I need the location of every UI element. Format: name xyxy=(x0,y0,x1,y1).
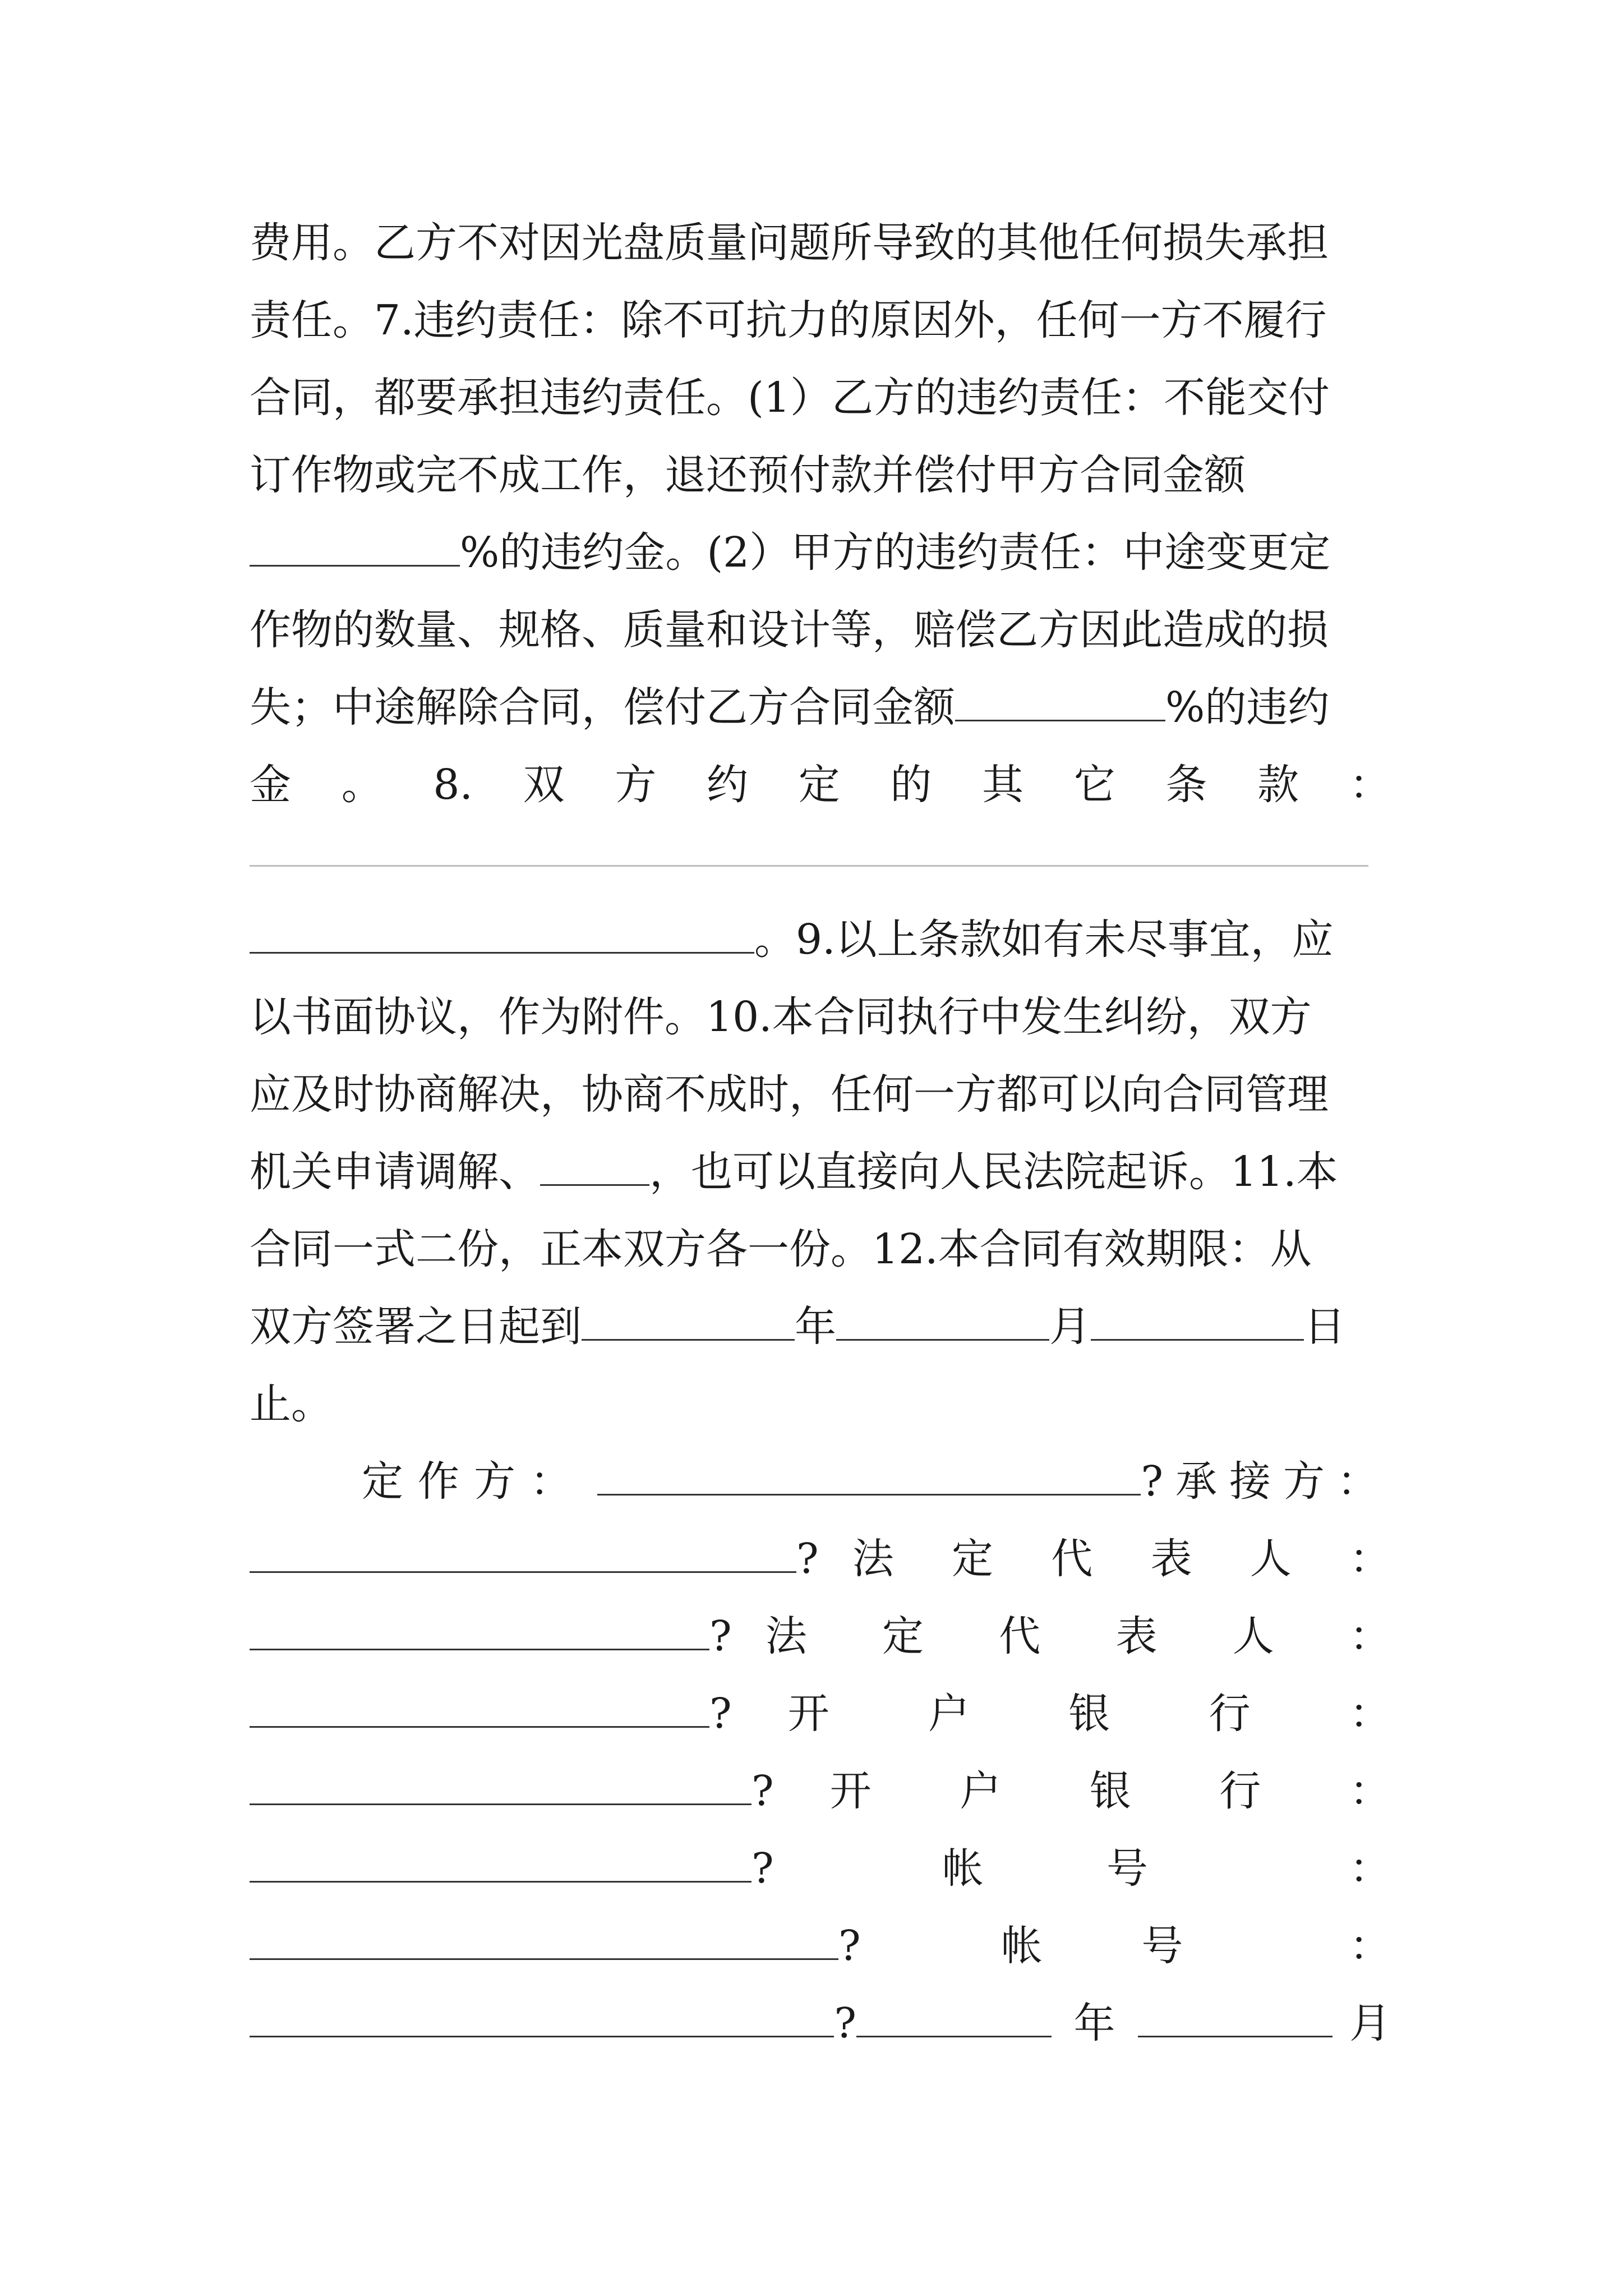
char: 号 xyxy=(1141,1922,1183,1970)
char: ： xyxy=(1349,1922,1391,1970)
word: 条 xyxy=(1165,761,1207,809)
question-mark: ? xyxy=(709,1690,732,1738)
char: 户 xyxy=(928,1690,970,1738)
char: 开 xyxy=(787,1690,829,1738)
char: 表 xyxy=(1150,1535,1192,1583)
line-text: 机关申请调解、 xyxy=(250,1148,540,1196)
char: 代 xyxy=(1051,1535,1093,1583)
char: 法 xyxy=(765,1612,807,1660)
question-mark: ? xyxy=(834,1999,857,2047)
line-text: 合同，都要承担违约责任。(1）乙方的违约责任：不能交付 xyxy=(250,374,1330,422)
legal-rep-field[interactable] xyxy=(250,1692,709,1728)
text-line xyxy=(250,1296,1391,1358)
text-line xyxy=(250,677,1391,738)
account-field[interactable] xyxy=(250,1925,838,1960)
char: 表 xyxy=(1115,1612,1158,1660)
bank-field[interactable] xyxy=(250,1847,751,1883)
word: 方 xyxy=(615,761,657,809)
word: 其 xyxy=(982,761,1024,809)
line-text: 责任。7.违约责任：除不可抗力的原因外，任何一方不履行 xyxy=(250,296,1327,344)
text-line xyxy=(250,522,1391,583)
signature-row xyxy=(250,1528,1391,1590)
char: 定 xyxy=(882,1612,924,1660)
char: 定 xyxy=(951,1535,993,1583)
question-mark: ? xyxy=(751,1767,774,1815)
word: 金 xyxy=(250,761,291,809)
question-mark: ? xyxy=(838,1922,861,1970)
char: 号 xyxy=(1106,1844,1148,1893)
penalty-percent-blank[interactable] xyxy=(955,686,1165,721)
word: ： xyxy=(1349,761,1391,809)
line-text: 月 xyxy=(1049,1303,1091,1351)
signature-row xyxy=(250,1683,1391,1745)
char: ： xyxy=(1349,1535,1391,1583)
text-line xyxy=(250,986,1391,1048)
line-text: %的违约 xyxy=(1165,683,1330,731)
word: 的 xyxy=(890,761,932,809)
question-mark: ? xyxy=(796,1535,819,1583)
orderer-field[interactable] xyxy=(597,1460,1141,1496)
char: 人 xyxy=(1232,1612,1274,1660)
word: 。 xyxy=(341,761,383,809)
line-text: 费用。乙方不对因光盘质量问题所导致的其他任何损失承担 xyxy=(250,219,1329,267)
bank-field[interactable] xyxy=(250,1770,751,1805)
char: ： xyxy=(1349,1612,1391,1660)
line-text: 失；中途解除合同，偿付乙方合同金额 xyxy=(250,683,955,731)
month-label: 月 xyxy=(1349,1999,1391,2047)
word: 它 xyxy=(1073,761,1115,809)
line-text: 止。 xyxy=(250,1380,333,1428)
sign-year-blank[interactable] xyxy=(856,2002,1051,2037)
dispute-method-blank[interactable] xyxy=(540,1151,649,1186)
line-text: 订作物或完不成工作，退还预付款并偿付甲方合同金额 xyxy=(250,451,1246,499)
line-text: 应及时协商解决，协商不成时，任何一方都可以向合同管理 xyxy=(250,1070,1329,1119)
line-text: ，也可以直接向人民法院起诉。11.本 xyxy=(649,1148,1338,1196)
sign-month-blank[interactable] xyxy=(1138,2002,1332,2037)
char: 帐 xyxy=(942,1844,984,1893)
text-line xyxy=(250,909,1391,970)
text-line xyxy=(250,367,1391,429)
signature-row xyxy=(250,1993,1391,2054)
line-text: 合同一式二份，正本双方各一份。12.本合同有效期限：从 xyxy=(250,1225,1312,1273)
other-terms-blank[interactable] xyxy=(250,918,754,954)
account-field[interactable] xyxy=(250,2002,834,2037)
char: 银 xyxy=(1068,1690,1110,1738)
legal-rep-label xyxy=(732,1605,1391,1667)
account-label xyxy=(861,1915,1391,1977)
line-text: %的违约金。(2）甲方的违约责任：中途变更定 xyxy=(460,528,1331,577)
word: 约 xyxy=(707,761,749,809)
account-label xyxy=(774,1838,1391,1899)
text-line xyxy=(250,831,1391,893)
char: 法 xyxy=(852,1535,894,1583)
text-line xyxy=(250,444,1391,506)
text-line xyxy=(250,289,1391,351)
day-blank[interactable] xyxy=(1091,1305,1304,1341)
char: 帐 xyxy=(1000,1922,1043,1970)
signature-row xyxy=(250,1605,1391,1667)
text-line xyxy=(250,1064,1391,1125)
question-mark: ? xyxy=(709,1612,732,1660)
word: 定 xyxy=(798,761,840,809)
line-text: 日 xyxy=(1304,1303,1345,1351)
month-blank[interactable] xyxy=(836,1305,1049,1341)
char: 银 xyxy=(1089,1767,1131,1815)
signature-row xyxy=(250,1760,1391,1822)
char: 人 xyxy=(1249,1535,1292,1583)
contractor-label: ?承接方： xyxy=(1141,1457,1391,1506)
char: 行 xyxy=(1219,1767,1261,1815)
orderer-label: 定作方： xyxy=(362,1457,586,1506)
line-text: 双方签署之日起到 xyxy=(250,1303,582,1351)
text-line xyxy=(250,1141,1391,1203)
bank-label xyxy=(774,1760,1391,1822)
word: 8. xyxy=(433,761,473,809)
question-mark: ? xyxy=(751,1844,774,1893)
legal-rep-label xyxy=(819,1528,1391,1590)
line-text: 年 xyxy=(795,1303,836,1351)
text-line xyxy=(250,754,1391,816)
char: 开 xyxy=(829,1767,872,1815)
char: 代 xyxy=(999,1612,1041,1660)
signature-row xyxy=(250,1451,1391,1512)
char: ： xyxy=(1349,1767,1391,1815)
text-line xyxy=(250,212,1391,274)
text-line xyxy=(250,1373,1391,1435)
char: 行 xyxy=(1209,1690,1251,1738)
text-line xyxy=(250,1218,1391,1280)
year-label: 年 xyxy=(1073,1999,1115,2047)
signature-row xyxy=(250,1838,1391,1899)
char: ： xyxy=(1349,1844,1391,1893)
word: 款 xyxy=(1257,761,1299,809)
line-text: 作物的数量、规格、质量和设计等，赔偿乙方因此造成的损 xyxy=(250,606,1329,654)
signature-row xyxy=(250,1915,1391,1977)
char: 户 xyxy=(960,1767,1002,1815)
bank-label xyxy=(732,1683,1391,1745)
other-terms-blank[interactable] xyxy=(250,831,1368,867)
line-text: 。9.以上条款如有未尽事宜，应 xyxy=(754,915,1334,964)
legal-rep-field[interactable] xyxy=(250,1615,709,1650)
line-text: 以书面协议，作为附件。10.本合同执行中发生纠纷，双方 xyxy=(250,993,1312,1041)
contractor-field[interactable] xyxy=(250,1538,796,1573)
text-line xyxy=(250,599,1391,661)
year-blank[interactable] xyxy=(582,1305,795,1341)
char: ： xyxy=(1349,1690,1391,1738)
word: 双 xyxy=(523,761,565,809)
penalty-percent-blank[interactable] xyxy=(250,531,460,567)
